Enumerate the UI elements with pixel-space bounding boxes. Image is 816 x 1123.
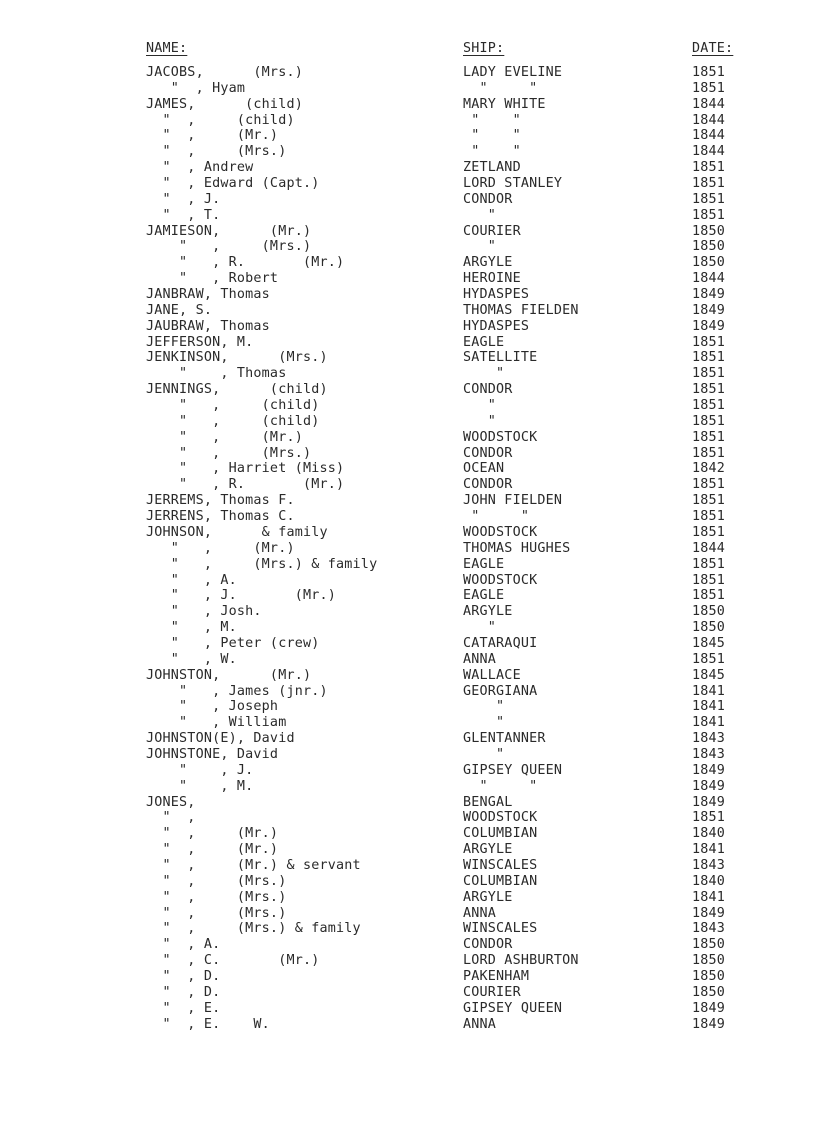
passenger-name-cell: JAUBRAW, Thomas — [146, 318, 270, 334]
arrival-date-cell: 1851 — [692, 477, 726, 493]
arrival-date-cell: 1841 — [692, 889, 726, 905]
table-row — [0, 319, 816, 335]
arrival-date-cell: 1850 — [692, 604, 726, 620]
table-row — [0, 176, 816, 192]
passenger-name-cell: " , M. — [146, 620, 237, 636]
ship-name-cell: WALLACE — [463, 667, 521, 683]
table-row — [0, 842, 816, 858]
arrival-date-cell: 1851 — [692, 429, 726, 445]
table-row — [0, 509, 816, 525]
ship-name-cell: WOODSTOCK — [463, 572, 538, 588]
ship-name-cell: CONDOR — [463, 191, 513, 207]
table-row — [0, 953, 816, 969]
passenger-name-cell: " , (Mr.) — [146, 429, 303, 445]
arrival-date-cell: 1841 — [692, 683, 726, 699]
table-row — [0, 604, 816, 620]
passenger-name-cell: " , (Mrs.) — [146, 144, 287, 160]
table-row — [0, 398, 816, 414]
arrival-date-cell: 1849 — [692, 762, 726, 778]
ship-name-cell: " " — [463, 509, 530, 525]
ship-name-cell: " " — [463, 80, 538, 96]
arrival-date-cell: 1843 — [692, 857, 726, 873]
table-row — [0, 113, 816, 129]
ship-name-cell: ARGYLE — [463, 255, 513, 271]
ship-name-cell: LORD STANLEY — [463, 176, 563, 192]
ship-name-cell: ARGYLE — [463, 842, 513, 858]
arrival-date-cell: 1850 — [692, 620, 726, 636]
passenger-name-cell: " , (child) — [146, 112, 295, 128]
arrival-date-cell: 1850 — [692, 937, 726, 953]
ship-name-cell: COLUMBIAN — [463, 873, 538, 889]
arrival-date-cell: 1849 — [692, 794, 726, 810]
table-row — [0, 239, 816, 255]
table-row — [0, 430, 816, 446]
ship-name-cell: EAGLE — [463, 588, 505, 604]
passenger-name-cell: " , James (jnr.) — [146, 683, 328, 699]
table-row — [0, 446, 816, 462]
table-row — [0, 684, 816, 700]
ship-name-cell: LORD ASHBURTON — [463, 953, 579, 969]
table-row — [0, 224, 816, 240]
passenger-name-cell: " , (Mrs.) & family — [146, 921, 361, 937]
table-row — [0, 160, 816, 176]
ship-name-cell: OCEAN — [463, 461, 505, 477]
ship-name-cell: ARGYLE — [463, 889, 513, 905]
date-column-header: DATE: — [692, 41, 734, 56]
table-row — [0, 97, 816, 113]
ship-name-cell: GIPSEY QUEEN — [463, 762, 563, 778]
arrival-date-cell: 1851 — [692, 334, 726, 350]
table-row — [0, 350, 816, 366]
arrival-date-cell: 1849 — [692, 1016, 726, 1032]
arrival-date-cell: 1849 — [692, 778, 726, 794]
table-row — [0, 366, 816, 382]
arrival-date-cell: 1851 — [692, 413, 726, 429]
passenger-name-cell: JANE, S. — [146, 302, 213, 318]
ship-name-cell: CATARAQUI — [463, 635, 538, 651]
passenger-name-cell: " , Edward (Capt.) — [146, 176, 320, 192]
arrival-date-cell: 1840 — [692, 826, 726, 842]
passenger-name-cell: " , T. — [146, 207, 221, 223]
passenger-name-cell: " , C. (Mr.) — [146, 953, 320, 969]
ship-name-cell: " — [463, 746, 505, 762]
table-row — [0, 874, 816, 890]
passenger-name-cell: " , (Mr.) — [146, 842, 279, 858]
table-row — [0, 541, 816, 557]
arrival-date-cell: 1851 — [692, 65, 726, 80]
ship-name-cell: COURIER — [463, 223, 521, 239]
passenger-name-cell: " , R. (Mr.) — [146, 477, 345, 493]
arrival-date-cell: 1844 — [692, 540, 726, 556]
ship-name-cell: HYDASPES — [463, 318, 530, 334]
passenger-name-cell: " , E. W. — [146, 1016, 270, 1032]
arrival-date-cell: 1851 — [692, 366, 726, 382]
ship-name-cell: JOHN FIELDEN — [463, 493, 563, 509]
passenger-name-cell: JERRENS, Thomas C. — [146, 509, 295, 525]
passenger-name-cell: " , Josh. — [146, 604, 262, 620]
arrival-date-cell: 1844 — [692, 144, 726, 160]
table-row — [0, 81, 816, 97]
table-row — [0, 477, 816, 493]
passenger-name-cell: JEFFERSON, M. — [146, 334, 254, 350]
ship-name-cell: ANNA — [463, 1016, 497, 1032]
passenger-name-cell: JENKINSON, (Mrs.) — [146, 350, 328, 366]
table-row — [0, 493, 816, 509]
passenger-name-cell: " , (Mr.) — [146, 128, 279, 144]
passenger-name-cell: " , (Mrs.) — [146, 889, 287, 905]
passenger-name-cell: " , Peter (crew) — [146, 635, 320, 651]
ship-name-cell: WOODSTOCK — [463, 524, 538, 540]
table-row — [0, 731, 816, 747]
table-row — [0, 192, 816, 208]
arrival-date-cell: 1851 — [692, 160, 726, 176]
ship-name-cell: " — [463, 239, 497, 255]
ship-name-cell: ARGYLE — [463, 604, 513, 620]
passenger-name-cell: JOHNSON, & family — [146, 524, 328, 540]
ship-name-cell: " " — [463, 778, 538, 794]
table-row — [0, 271, 816, 287]
table-row — [0, 826, 816, 842]
table-row — [0, 810, 816, 826]
ship-name-cell: " — [463, 715, 505, 731]
passenger-name-cell: JACOBS, (Mrs.) — [146, 65, 303, 80]
table-row — [0, 858, 816, 874]
ship-name-cell: WOODSTOCK — [463, 429, 538, 445]
ship-name-cell: THOMAS HUGHES — [463, 540, 571, 556]
arrival-date-cell: 1841 — [692, 842, 726, 858]
ship-name-cell: " — [463, 620, 497, 636]
passenger-name-cell: " , (Mr.) — [146, 540, 295, 556]
table-row — [0, 144, 816, 160]
arrival-date-cell: 1849 — [692, 1000, 726, 1016]
passenger-name-cell: " , (Mr.) & servant — [146, 857, 361, 873]
passenger-name-cell: " , (Mrs.) — [146, 873, 287, 889]
table-row — [0, 208, 816, 224]
arrival-date-cell: 1845 — [692, 667, 726, 683]
ship-name-cell: MARY WHITE — [463, 96, 546, 112]
ship-name-cell: GEORGIANA — [463, 683, 538, 699]
ship-name-cell: CONDOR — [463, 445, 513, 461]
arrival-date-cell: 1851 — [692, 350, 726, 366]
table-row — [0, 985, 816, 1001]
passenger-name-cell: " , (Mrs.) — [146, 239, 312, 255]
table-row — [0, 335, 816, 351]
table-row — [0, 1017, 816, 1033]
arrival-date-cell: 1851 — [692, 524, 726, 540]
passenger-name-cell: " , J. — [146, 191, 221, 207]
ship-name-cell: ANNA — [463, 905, 497, 921]
passenger-name-cell: " , (child) — [146, 398, 320, 414]
arrival-date-cell: 1851 — [692, 651, 726, 667]
arrival-date-cell: 1841 — [692, 699, 726, 715]
arrival-date-cell: 1844 — [692, 112, 726, 128]
table-row — [0, 795, 816, 811]
passenger-name-cell: " , W. — [146, 651, 237, 667]
table-row — [0, 461, 816, 477]
arrival-date-cell: 1850 — [692, 239, 726, 255]
table-row — [0, 652, 816, 668]
table-row — [0, 747, 816, 763]
passenger-name-cell: " , — [146, 810, 196, 826]
arrival-date-cell: 1851 — [692, 445, 726, 461]
arrival-date-cell: 1850 — [692, 223, 726, 239]
passenger-name-cell: " , A. — [146, 572, 237, 588]
passenger-name-cell: " , R. (Mr.) — [146, 255, 345, 271]
arrival-date-cell: 1850 — [692, 255, 726, 271]
passenger-name-cell: " , D. — [146, 984, 221, 1000]
arrival-date-cell: 1851 — [692, 398, 726, 414]
arrival-date-cell: 1843 — [692, 746, 726, 762]
arrival-date-cell: 1844 — [692, 128, 726, 144]
arrival-date-cell: 1851 — [692, 810, 726, 826]
arrival-date-cell: 1850 — [692, 984, 726, 1000]
ship-name-cell: " — [463, 413, 497, 429]
passenger-name-cell: " , D. — [146, 968, 221, 984]
arrival-date-cell: 1851 — [692, 80, 726, 96]
passenger-name-cell: " , J. (Mr.) — [146, 588, 337, 604]
ship-name-cell: GIPSEY QUEEN — [463, 1000, 563, 1016]
table-row — [0, 414, 816, 430]
table-row — [0, 557, 816, 573]
name-column-header: NAME: — [146, 41, 188, 56]
ship-name-cell: WOODSTOCK — [463, 810, 538, 826]
table-row — [0, 1001, 816, 1017]
table-row — [0, 890, 816, 906]
table-row — [0, 65, 816, 81]
table-row — [0, 128, 816, 144]
ship-name-cell: " — [463, 699, 505, 715]
passenger-name-cell: JENNINGS, (child) — [146, 382, 328, 398]
ship-name-cell: WINSCALES — [463, 857, 538, 873]
passenger-name-cell: JAMIESON, (Mr.) — [146, 223, 312, 239]
table-row — [0, 573, 816, 589]
passenger-name-cell: " , William — [146, 715, 287, 731]
passenger-name-cell: JOHNSTON(E), David — [146, 731, 295, 747]
arrival-date-cell: 1844 — [692, 271, 726, 287]
ship-name-cell: PAKENHAM — [463, 968, 530, 984]
table-row — [0, 636, 816, 652]
passenger-name-cell: " , Thomas — [146, 366, 287, 382]
arrival-date-cell: 1851 — [692, 572, 726, 588]
passenger-name-cell: " , Robert — [146, 271, 279, 287]
ship-name-cell: ZETLAND — [463, 160, 521, 176]
arrival-date-cell: 1851 — [692, 382, 726, 398]
arrival-date-cell: 1850 — [692, 968, 726, 984]
arrival-date-cell: 1851 — [692, 556, 726, 572]
passenger-name-cell: JERREMS, Thomas F. — [146, 493, 295, 509]
table-row — [0, 525, 816, 541]
table-row — [0, 588, 816, 604]
arrival-date-cell: 1842 — [692, 461, 726, 477]
arrival-date-cell: 1851 — [692, 207, 726, 223]
passenger-name-cell: JOHNSTON, (Mr.) — [146, 667, 312, 683]
ship-name-cell: CONDOR — [463, 477, 513, 493]
ship-name-cell: WINSCALES — [463, 921, 538, 937]
ship-name-cell: HYDASPES — [463, 287, 530, 303]
ship-name-cell: EAGLE — [463, 556, 505, 572]
ship-name-cell: " — [463, 207, 497, 223]
arrival-date-cell: 1844 — [692, 96, 726, 112]
ship-name-cell: " " — [463, 144, 521, 160]
passenger-name-cell: " , Joseph — [146, 699, 279, 715]
table-row — [0, 779, 816, 795]
ship-name-cell: COURIER — [463, 984, 521, 1000]
arrival-date-cell: 1849 — [692, 287, 726, 303]
arrival-date-cell: 1851 — [692, 191, 726, 207]
ship-name-cell: " — [463, 398, 497, 414]
arrival-date-cell: 1843 — [692, 731, 726, 747]
passenger-name-cell: " , Harriet (Miss) — [146, 461, 345, 477]
passenger-name-cell: " , Hyam — [146, 80, 246, 96]
arrival-date-cell: 1849 — [692, 302, 726, 318]
table-row — [0, 382, 816, 398]
arrival-date-cell: 1851 — [692, 509, 726, 525]
passenger-name-cell: " , M. — [146, 778, 254, 794]
ship-name-cell: ANNA — [463, 651, 497, 667]
table-row — [0, 937, 816, 953]
passenger-name-cell: JONES, — [146, 794, 196, 810]
ship-name-cell: SATELLITE — [463, 350, 538, 366]
arrival-date-cell: 1849 — [692, 318, 726, 334]
ship-name-cell: " " — [463, 112, 521, 128]
ship-name-cell: COLUMBIAN — [463, 826, 538, 842]
table-row — [0, 303, 816, 319]
ship-name-cell: " " — [463, 128, 521, 144]
passenger-name-cell: " , A. — [146, 937, 221, 953]
table-row — [0, 668, 816, 684]
passenger-name-cell: " , (Mrs.) & family — [146, 556, 378, 572]
passenger-name-cell: " , (child) — [146, 413, 320, 429]
ship-name-cell: CONDOR — [463, 937, 513, 953]
passenger-name-cell: " , Andrew — [146, 160, 254, 176]
table-row — [0, 255, 816, 271]
passenger-table — [0, 65, 816, 1032]
table-row — [0, 921, 816, 937]
arrival-date-cell: 1850 — [692, 953, 726, 969]
ship-name-cell: BENGAL — [463, 794, 513, 810]
passenger-name-cell: " , J. — [146, 762, 254, 778]
passenger-name-cell: JAMES, (child) — [146, 96, 303, 112]
arrival-date-cell: 1851 — [692, 588, 726, 604]
table-row — [0, 969, 816, 985]
arrival-date-cell: 1841 — [692, 715, 726, 731]
arrival-date-cell: 1840 — [692, 873, 726, 889]
table-row — [0, 715, 816, 731]
ship-name-cell: " — [463, 366, 505, 382]
arrival-date-cell: 1845 — [692, 635, 726, 651]
passenger-name-cell: " , (Mrs.) — [146, 445, 312, 461]
table-row — [0, 620, 816, 636]
arrival-date-cell: 1843 — [692, 921, 726, 937]
passenger-name-cell: JOHNSTONE, David — [146, 746, 279, 762]
arrival-date-cell: 1849 — [692, 905, 726, 921]
table-row — [0, 699, 816, 715]
ship-name-cell: THOMAS FIELDEN — [463, 302, 579, 318]
ship-column-header: SHIP: — [463, 41, 505, 56]
ship-name-cell: GLENTANNER — [463, 731, 546, 747]
passenger-name-cell: " , E. — [146, 1000, 221, 1016]
passenger-name-cell: " , (Mrs.) — [146, 905, 287, 921]
passenger-name-cell: " , (Mr.) — [146, 826, 279, 842]
arrival-date-cell: 1851 — [692, 176, 726, 192]
ship-name-cell: CONDOR — [463, 382, 513, 398]
table-row — [0, 763, 816, 779]
arrival-date-cell: 1851 — [692, 493, 726, 509]
table-row — [0, 906, 816, 922]
ship-name-cell: EAGLE — [463, 334, 505, 350]
passenger-name-cell: JANBRAW, Thomas — [146, 287, 270, 303]
ship-name-cell: HEROINE — [463, 271, 521, 287]
ship-name-cell: LADY EVELINE — [463, 65, 563, 80]
table-row — [0, 287, 816, 303]
